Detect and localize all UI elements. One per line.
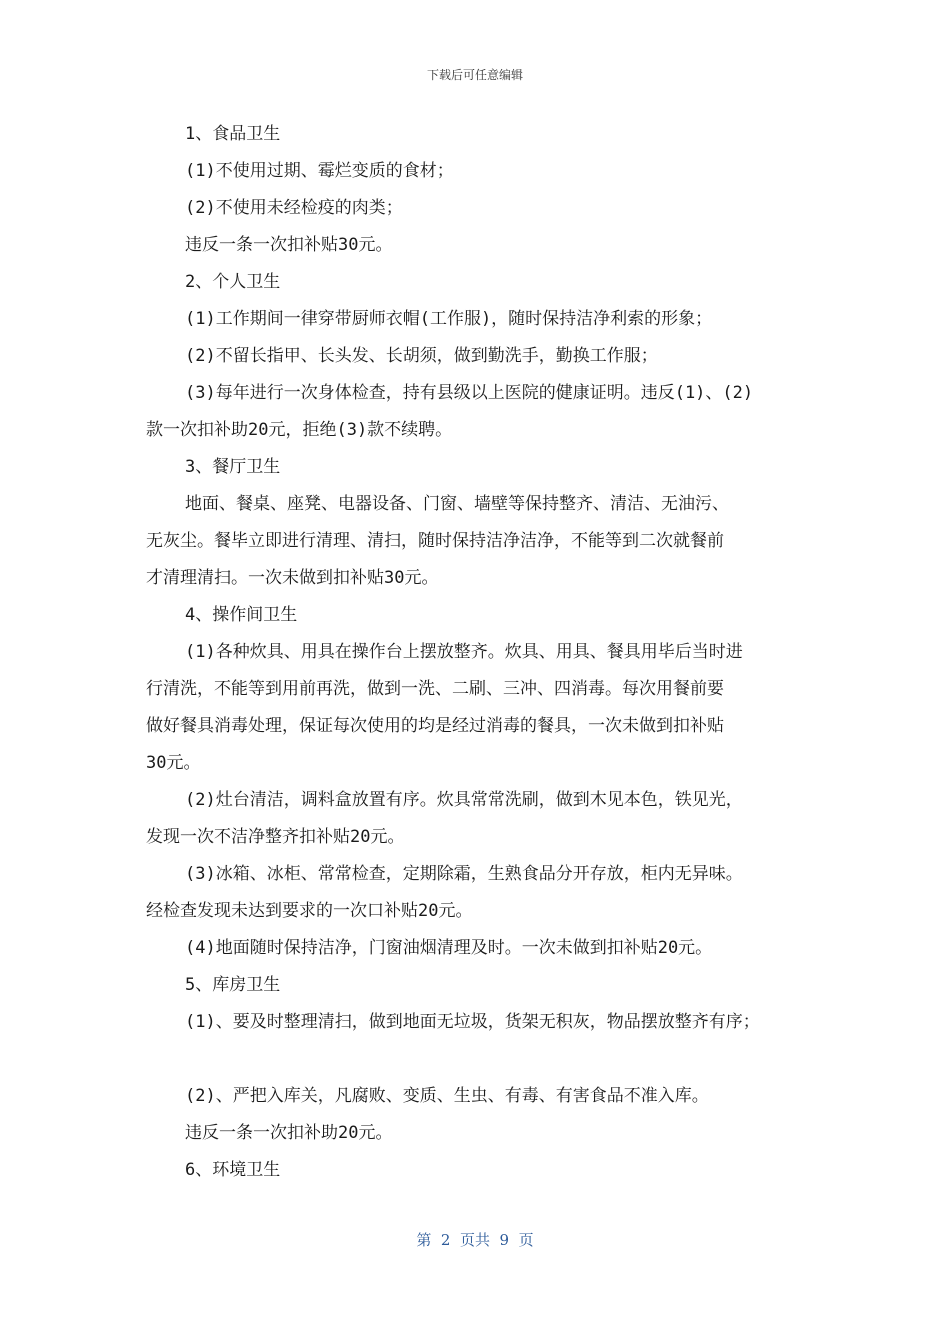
paragraph-line: (1)、要及时整理清扫，做到地面无垃圾，货架无积灰，物品摆放整齐有序； <box>185 1012 760 1032</box>
paragraph-line: 30元。 <box>146 753 201 773</box>
paragraph-line: 才清理清扫。一次未做到扣补贴30元。 <box>146 568 439 588</box>
paragraph-line: 经检查发现未达到要求的一次口补贴20元。 <box>146 901 473 921</box>
paragraph-line: 无灰尘。餐毕立即进行清理、清扫，随时保持洁净洁净，不能等到二次就餐前 <box>146 531 724 551</box>
section-heading: 1、食品卫生 <box>185 124 281 144</box>
paragraph-line: (1)不使用过期、霉烂变质的食材； <box>185 161 454 181</box>
section-heading: 2、个人卫生 <box>185 272 281 292</box>
section-heading: 3、餐厅卫生 <box>185 457 281 477</box>
paragraph-line: (1)各种炊具、用具在操作台上摆放整齐。炊具、用具、餐具用毕后当时进 <box>185 642 743 662</box>
blank-line <box>146 1041 818 1078</box>
section-heading: 4、操作间卫生 <box>185 605 298 625</box>
paragraph-line: (4)地面随时保持洁净，门窗油烟清理及时。一次未做到扣补贴20元。 <box>185 938 713 958</box>
paragraph-line: (3)冰箱、冰柜、常常检查，定期除霜，生熟食品分开存放，柜内无异味。 <box>185 864 743 884</box>
section-heading: 6、环境卫生 <box>185 1160 281 1180</box>
paragraph-line: (2)不使用未经检疫的肉类； <box>185 198 403 218</box>
paragraph-line: (1)工作期间一律穿带厨师衣帽(工作服)，随时保持洁净利索的形象； <box>185 309 713 329</box>
section-heading: 5、库房卫生 <box>185 975 281 995</box>
paragraph-line: 做好餐具消毒处理，保证每次使用的均是经过消毒的餐具，一次未做到扣补贴 <box>146 716 724 736</box>
paragraph-line: (2)、严把入库关，凡腐败、变质、生虫、有毒、有害食品不准入库。 <box>185 1086 709 1106</box>
paragraph-line: 地面、餐桌、座凳、电器设备、门窗、墙壁等保持整齐、清洁、无油污、 <box>185 494 729 514</box>
page-footer: 第 2 页共 9 页 <box>416 1231 534 1249</box>
paragraph-line: 款一次扣补助20元，拒绝(3)款不续聘。 <box>146 420 453 440</box>
paragraph-line: (2)灶台清洁，调料盒放置有序。炊具常常洗刷，做到木见本色，铁见光， <box>185 790 743 810</box>
page-header: 下载后可任意编辑 <box>426 68 523 82</box>
document-body <box>146 116 818 1189</box>
paragraph-line: (2)不留长指甲、长头发、长胡须，做到勤洗手，勤换工作服； <box>185 346 658 366</box>
paragraph-line: 发现一次不洁净整齐扣补贴20元。 <box>146 827 405 847</box>
paragraph-line: 违反一条一次扣补贴30元。 <box>185 235 393 255</box>
paragraph-line: 行清洗，不能等到用前再洗，做到一洗、二刷、三冲、四消毒。每次用餐前要 <box>146 679 724 699</box>
paragraph-line: (3)每年进行一次身体检查，持有县级以上医院的健康证明。违反(1)、(2) <box>185 383 754 403</box>
paragraph-line: 违反一条一次扣补助20元。 <box>185 1123 393 1143</box>
